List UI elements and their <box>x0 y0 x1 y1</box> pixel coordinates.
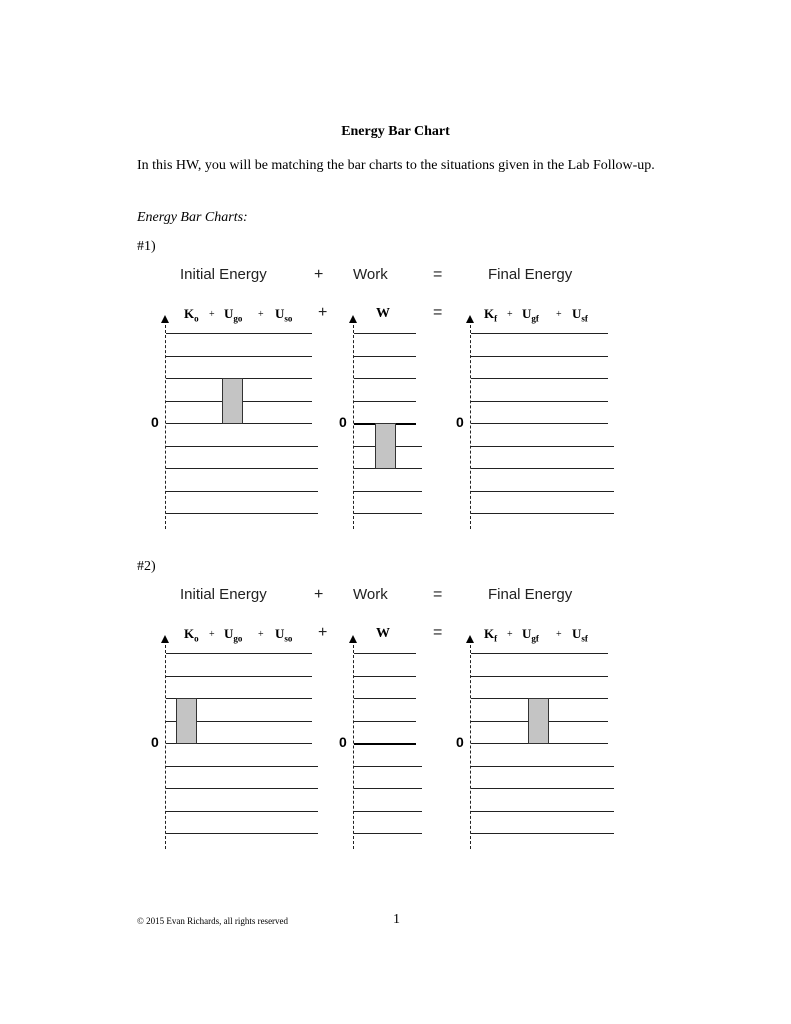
gridline-final-2 <box>471 653 608 654</box>
var-Ugf-1: $U_{gf}$ <box>522 306 539 324</box>
row-equals-2: = <box>433 624 443 641</box>
gridline-final-1 <box>471 513 614 514</box>
gridline-work-2 <box>354 743 416 745</box>
gridline-final-1 <box>471 356 608 357</box>
energy-bar-W-1 <box>375 423 396 469</box>
gridline-work-1 <box>354 513 422 514</box>
var-Ugo-1: $U_{go}$ <box>224 306 243 324</box>
energy-bar-Ugf-2 <box>528 698 549 744</box>
header-final-energy-2: Final Energy <box>488 586 573 603</box>
gridline-work-2 <box>354 676 416 677</box>
var-Kf-2: $K_f$ <box>484 626 498 644</box>
energy-bar-Ugo-1 <box>222 378 243 424</box>
header-plus-1: + <box>314 266 324 283</box>
var-plus-3-1: + <box>507 309 513 320</box>
footer-copyright: © 2015 Evan Richards, all rights reserved <box>137 916 289 926</box>
var-Kf-1: $K_f$ <box>484 306 498 324</box>
gridline-initial-2 <box>166 811 318 812</box>
page-title: Energy Bar Chart <box>341 124 450 139</box>
problem-label-2: #2) <box>137 559 156 574</box>
gridline-final-2 <box>471 788 614 789</box>
axis-arrow-final-icon-2 <box>466 635 474 643</box>
zero-label-initial-1: 0 <box>151 414 159 430</box>
var-plus-1-2: + <box>209 629 215 640</box>
var-plus-4-1: + <box>556 309 562 320</box>
header-initial-energy-1: Initial Energy <box>180 266 267 283</box>
header-equals-2: = <box>433 586 443 603</box>
row-plus-2: + <box>318 624 328 641</box>
zero-label-final-2: 0 <box>456 734 464 750</box>
header-work-2: Work <box>353 586 388 603</box>
row-plus-1: + <box>318 304 328 321</box>
gridline-initial-2 <box>166 676 312 677</box>
gridline-work-2 <box>354 811 422 812</box>
axis-arrow-initial-icon-1 <box>161 315 169 323</box>
section-subheading: Energy Bar Charts: <box>137 210 248 225</box>
gridline-work-2 <box>354 653 416 654</box>
var-plus-2-2: + <box>258 629 264 640</box>
gridline-initial-2 <box>166 833 318 834</box>
gridline-final-2 <box>471 766 614 767</box>
gridline-work-1 <box>354 491 422 492</box>
gridline-work-2 <box>354 788 422 789</box>
gridline-initial-1 <box>166 491 318 492</box>
energy-bar-Ko-2 <box>176 698 197 744</box>
var-Usf-2: $U_{sf}$ <box>572 626 588 644</box>
problem-label-1: #1) <box>137 239 156 254</box>
gridline-final-1 <box>471 423 608 424</box>
axis-arrow-final-icon-1 <box>466 315 474 323</box>
gridline-final-1 <box>471 333 608 334</box>
gridline-final-1 <box>471 378 608 379</box>
intro-paragraph: In this HW, you will be matching the bar charts to the situations given in the Lab Follow-up. <box>137 158 655 173</box>
var-W-1: W <box>376 306 390 321</box>
gridline-final-1 <box>471 468 614 469</box>
axis-arrow-work-icon-2 <box>349 635 357 643</box>
zero-label-final-1: 0 <box>456 414 464 430</box>
gridline-initial-1 <box>166 333 312 334</box>
gridline-work-2 <box>354 766 422 767</box>
gridline-work-2 <box>354 721 416 722</box>
zero-label-work-1: 0 <box>339 414 347 430</box>
axis-arrow-initial-icon-2 <box>161 635 169 643</box>
var-plus-4-2: + <box>556 629 562 640</box>
var-W-2: W <box>376 626 390 641</box>
gridline-work-1 <box>354 378 416 379</box>
zero-label-initial-2: 0 <box>151 734 159 750</box>
header-work-1: Work <box>353 266 388 283</box>
gridline-final-1 <box>471 491 614 492</box>
gridline-initial-1 <box>166 356 312 357</box>
header-final-energy-1: Final Energy <box>488 266 573 283</box>
gridline-initial-1 <box>166 446 318 447</box>
var-plus-2-1: + <box>258 309 264 320</box>
var-Uso-2: $U_{so}$ <box>275 626 293 644</box>
page-number: 1 <box>393 912 400 927</box>
gridline-work-2 <box>354 833 422 834</box>
gridline-final-2 <box>471 676 608 677</box>
gridline-work-1 <box>354 356 416 357</box>
gridline-final-1 <box>471 401 608 402</box>
gridline-final-1 <box>471 446 614 447</box>
header-initial-energy-2: Initial Energy <box>180 586 267 603</box>
var-Ko-1: $K_o$ <box>184 306 199 324</box>
var-Uso-1: $U_{so}$ <box>275 306 293 324</box>
zero-label-work-2: 0 <box>339 734 347 750</box>
gridline-initial-1 <box>166 468 318 469</box>
row-equals-1: = <box>433 304 443 321</box>
var-Usf-1: $U_{sf}$ <box>572 306 588 324</box>
gridline-work-2 <box>354 698 416 699</box>
var-Ko-2: $K_o$ <box>184 626 199 644</box>
gridline-work-1 <box>354 333 416 334</box>
gridline-initial-1 <box>166 513 318 514</box>
axis-arrow-work-icon-1 <box>349 315 357 323</box>
var-plus-3-2: + <box>507 629 513 640</box>
var-Ugo-2: $U_{go}$ <box>224 626 243 644</box>
header-plus-2: + <box>314 586 324 603</box>
gridline-final-2 <box>471 811 614 812</box>
gridline-initial-2 <box>166 788 318 789</box>
gridline-initial-2 <box>166 766 318 767</box>
gridline-work-1 <box>354 401 416 402</box>
gridline-final-2 <box>471 833 614 834</box>
gridline-initial-2 <box>166 653 312 654</box>
var-Ugf-2: $U_{gf}$ <box>522 626 539 644</box>
var-plus-1-1: + <box>209 309 215 320</box>
header-equals-1: = <box>433 266 443 283</box>
